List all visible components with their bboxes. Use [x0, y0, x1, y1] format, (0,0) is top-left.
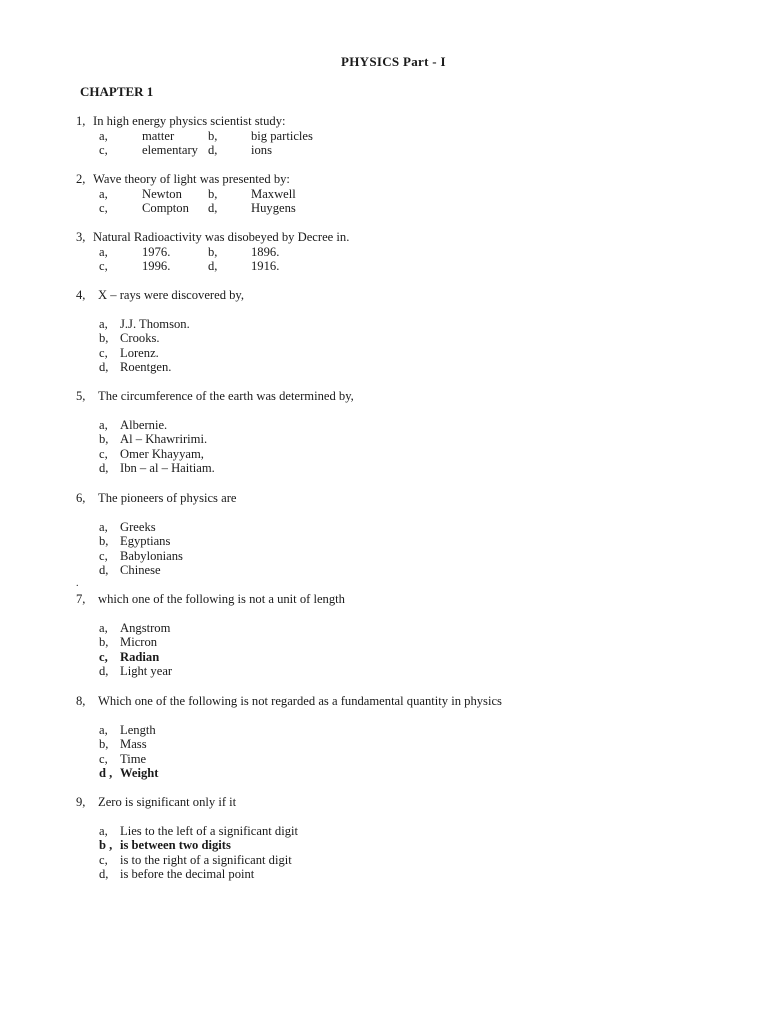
option-label: d ,: [99, 766, 113, 781]
question-text: Zero is significant only if it: [98, 795, 237, 809]
option-text: Omer Khayyam,: [120, 446, 204, 461]
option-item: [0, 664, 768, 679]
option-label: b,: [99, 331, 109, 346]
option-text: Mass: [120, 737, 147, 752]
option-text: 1916.: [251, 259, 280, 274]
option-text: Compton: [142, 201, 189, 216]
option-text: ions: [251, 143, 272, 158]
option-label: b ,: [99, 838, 113, 853]
option-item: [0, 360, 768, 375]
option-item: [0, 635, 768, 650]
question-8: [0, 694, 768, 781]
option-text: Light year: [120, 664, 173, 679]
question-number: 1,: [76, 114, 86, 128]
option-text: Length: [120, 722, 156, 737]
option-text: Time: [120, 751, 147, 766]
question-3: [0, 230, 768, 274]
question-1: [0, 114, 768, 158]
option-label: b,: [208, 244, 218, 259]
question-6: [0, 491, 768, 578]
option-text: 1996.: [142, 259, 171, 274]
option-text: Albernie.: [120, 417, 168, 432]
option-text: Greeks: [120, 519, 156, 534]
option-text: Egyptians: [120, 534, 171, 549]
question-7: [0, 592, 768, 679]
option-row: [0, 259, 768, 274]
question-number: 3,: [76, 230, 86, 244]
option-label: d,: [208, 201, 218, 216]
option-label: c,: [99, 446, 108, 461]
option-label: c,: [99, 548, 108, 563]
option-text: elementary: [142, 143, 198, 158]
question-number: 7,: [76, 592, 86, 606]
option-text: Maxwell: [251, 186, 296, 201]
option-item: [0, 549, 768, 564]
option-item: [0, 563, 768, 578]
option-label: d,: [99, 664, 109, 679]
option-text: J.J. Thomson.: [120, 316, 190, 331]
question-number: 2,: [76, 172, 86, 186]
option-item: [0, 621, 768, 636]
question-9: [0, 795, 768, 882]
question-number: 8,: [76, 694, 86, 708]
option-item: [0, 723, 768, 738]
option-label: d,: [208, 143, 218, 158]
option-label: d,: [99, 867, 109, 882]
option-label: c,: [99, 259, 108, 274]
option-item: [0, 824, 768, 839]
option-label: a,: [99, 244, 108, 259]
option-label: c,: [99, 143, 108, 158]
question-5: [0, 389, 768, 476]
question-number: 5,: [76, 389, 86, 403]
option-text: 1976.: [142, 244, 171, 259]
option-label: b,: [99, 737, 109, 752]
option-item-answer: [0, 650, 768, 665]
option-label: c,: [99, 201, 108, 216]
option-item-answer: [0, 766, 768, 781]
option-text: Radian: [120, 649, 160, 664]
option-item: [0, 331, 768, 346]
option-item: [0, 737, 768, 752]
option-item: [0, 520, 768, 535]
option-text: Chinese: [120, 563, 161, 578]
option-text: is between two digits: [120, 838, 231, 853]
stray-mark: .: [76, 578, 79, 589]
option-item: [0, 418, 768, 433]
option-label: d,: [99, 563, 109, 578]
option-text: Crooks.: [120, 331, 160, 346]
option-text: Angstrom: [120, 620, 171, 635]
question-text: The pioneers of physics are: [98, 491, 237, 505]
option-label: b,: [99, 534, 109, 549]
option-text: Weight: [120, 766, 159, 781]
option-label: a,: [99, 128, 108, 143]
option-item: [0, 853, 768, 868]
option-item-answer: [0, 838, 768, 853]
option-text: Lies to the left of a significant digit: [120, 823, 299, 838]
option-label: c,: [99, 649, 108, 664]
option-label: d,: [99, 461, 109, 476]
option-text: 1896.: [251, 244, 280, 259]
question-number: 6,: [76, 491, 86, 505]
option-row: [0, 143, 768, 158]
chapter-heading: CHAPTER 1: [80, 84, 154, 99]
question-number: 9,: [76, 795, 86, 809]
option-text: Ibn – al – Haitiam.: [120, 461, 215, 476]
option-item: [0, 447, 768, 462]
option-label: a,: [99, 823, 108, 838]
option-text: Newton: [142, 186, 182, 201]
option-label: a,: [99, 316, 108, 331]
question-text: In high energy physics scientist study:: [93, 114, 286, 128]
option-label: b,: [99, 432, 109, 447]
question-text: Which one of the following is not regarded as a fundamental quantity in physics: [98, 694, 502, 708]
question-2: [0, 172, 768, 216]
option-text: big particles: [251, 128, 313, 143]
document-title: PHYSICS Part - I: [341, 54, 446, 69]
question-text: Natural Radioactivity was disobeyed by Decree in.: [93, 230, 350, 244]
option-text: Roentgen.: [120, 360, 172, 375]
option-label: c,: [99, 751, 108, 766]
option-item: [0, 432, 768, 447]
option-item: [0, 534, 768, 549]
option-text: is to the right of a significant digit: [120, 852, 292, 867]
option-row: [0, 187, 768, 202]
option-text: matter: [142, 128, 175, 143]
option-text: is before the decimal point: [120, 867, 255, 882]
option-label: c,: [99, 345, 108, 360]
question-4: [0, 288, 768, 375]
option-label: d,: [208, 259, 218, 274]
option-item: [0, 752, 768, 767]
option-row: [0, 201, 768, 216]
option-row: [0, 245, 768, 260]
option-label: a,: [99, 722, 108, 737]
option-label: d,: [99, 360, 109, 375]
option-text: Al – Khawririmi.: [120, 432, 208, 447]
option-item: [0, 867, 768, 882]
option-label: b,: [208, 128, 218, 143]
option-label: a,: [99, 417, 108, 432]
option-label: b,: [99, 635, 109, 650]
option-text: Micron: [120, 635, 158, 650]
option-label: a,: [99, 519, 108, 534]
question-text: The circumference of the earth was determined by,: [98, 389, 354, 403]
option-item: [0, 317, 768, 332]
option-text: Babylonians: [120, 548, 183, 563]
option-label: a,: [99, 620, 108, 635]
option-label: c,: [99, 852, 108, 867]
option-label: a,: [99, 186, 108, 201]
question-text: Wave theory of light was presented by:: [93, 172, 290, 186]
option-item: [0, 461, 768, 476]
question-text: X – rays were discovered by,: [98, 288, 245, 302]
option-text: Lorenz.: [120, 345, 159, 360]
question-number: 4,: [76, 288, 86, 302]
question-text: which one of the following is not a unit of length: [98, 592, 345, 606]
option-item: [0, 346, 768, 361]
option-label: b,: [208, 186, 218, 201]
option-row: [0, 129, 768, 144]
option-text: Huygens: [251, 201, 296, 216]
